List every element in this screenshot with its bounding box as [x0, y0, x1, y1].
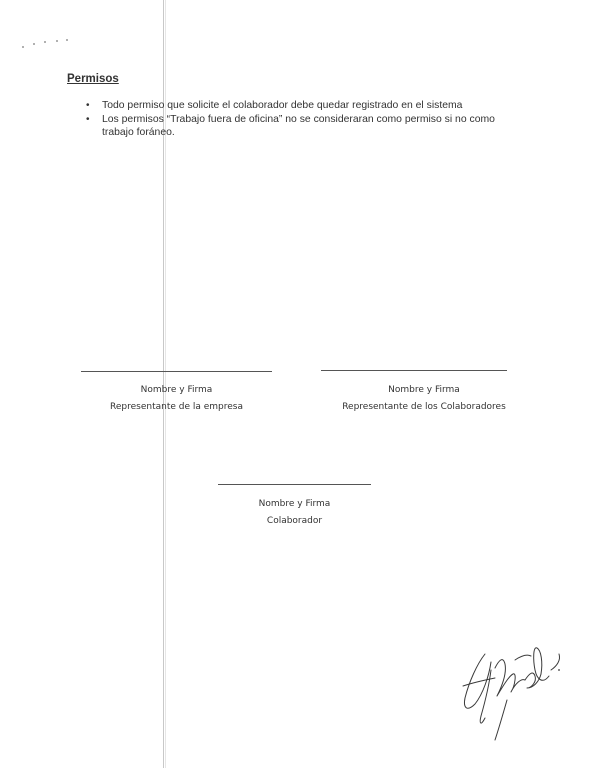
bullet-list: [86, 99, 526, 140]
bullet-item: • Los permisos “Trabajo fuera de oficina” no se consideraran como permiso si no como trabajo foráneo.: [86, 113, 526, 140]
signature-block-collaborators: [321, 382, 527, 416]
signature-caption: Nombre y Firma: [388, 385, 460, 395]
section-heading: Permisos: [67, 73, 119, 85]
handwritten-signature: [455, 630, 565, 745]
signature-line-company: [81, 371, 272, 372]
signature-role: Representante de los Colaboradores: [342, 402, 506, 412]
signature-caption: Nombre y Firma: [258, 499, 331, 509]
signature-caption: Nombre y Firma: [140, 385, 213, 395]
signature-line-collaborators: [321, 370, 507, 371]
signature-role: Representante de la empresa: [110, 402, 243, 412]
signature-role: Colaborador: [266, 516, 323, 526]
signature-block-company: [81, 382, 272, 416]
signature-block-collaborator: [218, 496, 371, 530]
bullet-item: • Todo permiso que solicite el colaborador debe quedar registrado en el sistema: [86, 99, 526, 113]
signature-line-collaborator: [218, 484, 371, 485]
